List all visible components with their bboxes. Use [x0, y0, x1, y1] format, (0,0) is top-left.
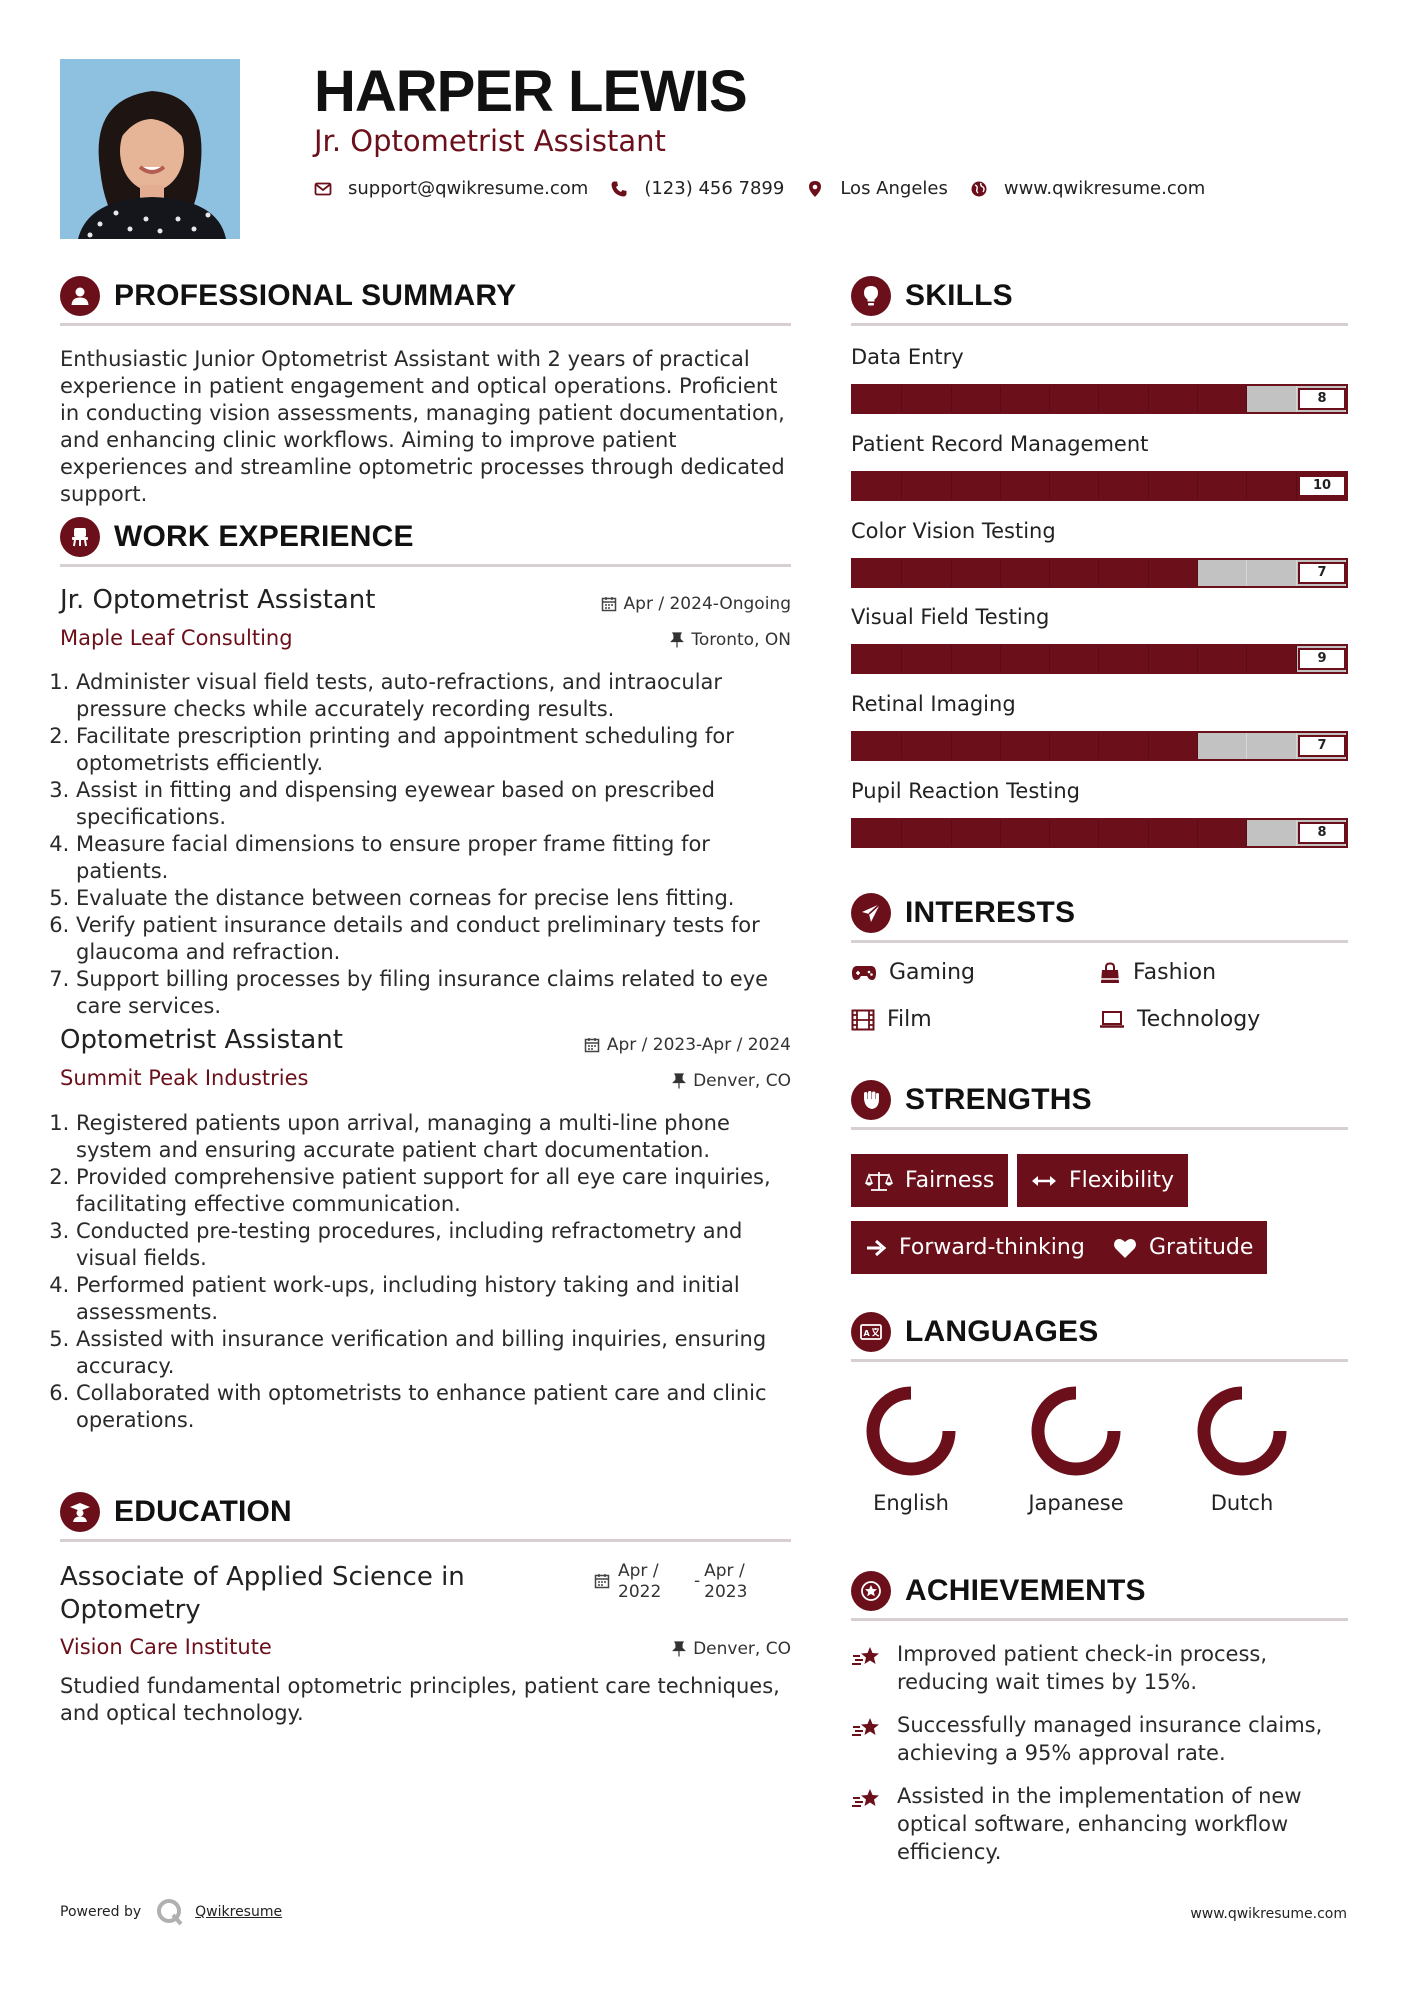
language-icon [851, 1312, 891, 1352]
skill-bar-segment [1001, 560, 1050, 586]
fist-icon [851, 1080, 891, 1120]
education-section-header [60, 1492, 292, 1532]
lightbulb-icon [851, 276, 891, 316]
skill-bar-segment [952, 473, 1001, 499]
job-company: Maple Leaf Consulting [60, 626, 293, 650]
job-title: Jr. Optometrist Assistant [60, 585, 376, 615]
footer-powered-by [60, 1897, 282, 1927]
language-ring [863, 1383, 959, 1479]
calendar-icon [594, 1573, 610, 1589]
achievement-item [851, 1782, 1348, 1866]
svg-text:A: A [863, 1329, 870, 1338]
language-name: English [873, 1491, 949, 1515]
skill-name: Color Vision Testing [851, 519, 1056, 543]
skill-bar-segment [902, 646, 951, 672]
duty-item: 4. Measure facial dimensions to ensure proper frame fitting for patients. [76, 831, 793, 885]
skill-bar-segment [1247, 473, 1296, 499]
website-text: www.qwikresume.com [1003, 178, 1206, 199]
achievements-divider [851, 1618, 1348, 1621]
interest-item [851, 1007, 932, 1032]
skill-bar-segment [1050, 733, 1099, 759]
school-name: Vision Care Institute [60, 1635, 272, 1659]
job-title: Optometrist Assistant [60, 1025, 343, 1055]
interests-divider [851, 940, 1348, 943]
skill-bar [851, 471, 1348, 501]
skill-bar-segment [853, 473, 902, 499]
achievement-text: Improved patient check-in process, reducing wait times by 15%. [897, 1642, 1268, 1694]
skill-bar-segment [1001, 820, 1050, 846]
skill-score: 8 [1298, 388, 1346, 410]
phone-text: (123) 456 7899 [644, 178, 785, 199]
strength-chip-gratitude [1099, 1221, 1267, 1274]
skill-score: 7 [1298, 735, 1346, 757]
skill-bar-segment [1001, 386, 1050, 412]
shopping-bag-icon [1099, 962, 1121, 984]
achievement-text: Assisted in the implementation of new optical software, enhancing workflow efficiency. [897, 1784, 1302, 1864]
summary-text: Enthusiastic Junior Optometrist Assistant with 2 years of practical experience in patient engagement and optical operations. Proficient in conducting vision assessments, managing patient documentation, and enhancing clinic workflows. Aiming to improve patient experiences and streamline optometric processes through dedicated support. [60, 347, 785, 506]
job-dates-text: Apr / 2024-Ongoing [623, 594, 791, 614]
strength-chip-flexibility [1017, 1154, 1188, 1207]
qwikresume-logo-icon [155, 1897, 185, 1927]
skill-bar-segment [853, 386, 902, 412]
skill-bar-segment [1001, 646, 1050, 672]
language-name: Dutch [1210, 1491, 1274, 1515]
skill-bar-segment [1001, 733, 1050, 759]
skill-bar-segment [1050, 473, 1099, 499]
skill-bar-segment [1149, 560, 1198, 586]
skill-bar-segment [1099, 733, 1148, 759]
skill-bar-segment [1099, 646, 1148, 672]
strengths-section-header [851, 1080, 1092, 1120]
star-badge-icon [851, 1571, 891, 1611]
pin-icon [672, 1641, 686, 1657]
skill-name: Visual Field Testing [851, 605, 1050, 629]
job-duties-list [58, 1110, 793, 1434]
skill-name: Retinal Imaging [851, 692, 1016, 716]
skill-bar-segment [1198, 733, 1247, 759]
skill-bar-segment [853, 733, 902, 759]
skill-bar [851, 558, 1348, 588]
interest-item [851, 960, 975, 985]
duty-item: 5. Evaluate the distance between corneas for precise lens fitting. [76, 885, 793, 912]
language-name: Japanese [1028, 1491, 1124, 1515]
experience-section-header [60, 517, 414, 557]
achievement-item [851, 1640, 1348, 1696]
education-location-text: Denver, CO [693, 1639, 791, 1659]
skill-score: 10 [1298, 475, 1346, 497]
degree-title: Associate of Applied Science in Optometry [60, 1562, 465, 1625]
achievement-text: Successfully managed insurance claims, achieving a 95% approval rate. [897, 1713, 1323, 1765]
languages-heading: LANGUAGES [905, 1315, 1099, 1348]
education-dates [594, 1561, 764, 1603]
skill-bar-segment [952, 733, 1001, 759]
languages-section-header [851, 1312, 1098, 1352]
email-text: support@qwikresume.com [348, 178, 589, 199]
skill-bar-segment [952, 646, 1001, 672]
skill-bar-segment [1099, 820, 1148, 846]
duty-item: 2. Provided comprehensive patient support for all eye care inquiries, facilitating effective communication. [76, 1164, 793, 1218]
skill-bar-segment [1198, 820, 1247, 846]
skill-bar-segment [1247, 733, 1296, 759]
interest-label: Gaming [889, 960, 975, 985]
skill-bar-segment [1149, 386, 1198, 412]
duty-item: 3. Conducted pre-testing procedures, including refractometry and visual fields. [76, 1218, 793, 1272]
footer-website[interactable]: www.qwikresume.com [1190, 1906, 1347, 1922]
calendar-icon [601, 596, 617, 612]
skill-bar-segment [1050, 386, 1099, 412]
language-item [856, 1383, 966, 1515]
arrow-right-icon [865, 1238, 887, 1258]
education-date-separator: - [694, 1571, 701, 1591]
education-description: Studied fundamental optometric principles, patient care techniques, and optical technology. [60, 1674, 780, 1725]
skill-bar-segment [902, 386, 951, 412]
graduate-icon [60, 1492, 100, 1532]
skill-bar-segment [902, 733, 951, 759]
skill-bar-segment [1050, 820, 1099, 846]
strengths-divider [851, 1127, 1348, 1130]
job-location-text: Toronto, ON [691, 630, 791, 650]
globe-icon [970, 180, 988, 198]
achievements-heading: ACHIEVEMENTS [905, 1574, 1146, 1607]
interest-label: Film [887, 1007, 932, 1032]
skill-bar-segment [1001, 473, 1050, 499]
location-text: Los Angeles [840, 178, 948, 199]
powered-by-label: Powered by [60, 1904, 142, 1920]
experience-divider [60, 564, 791, 567]
strength-chip-fairness [851, 1154, 1008, 1207]
interest-label: Technology [1137, 1007, 1261, 1032]
skill-bar-segment [853, 560, 902, 586]
duty-item: 1. Registered patients upon arrival, managing a multi-line phone system and ensuring accurate patient chart documentation. [76, 1110, 793, 1164]
shooting-star-icon [851, 1715, 883, 1741]
skill-name: Data Entry [851, 345, 964, 369]
experience-heading: WORK EXPERIENCE [114, 520, 414, 553]
achievement-item [851, 1711, 1348, 1767]
summary-section-header [60, 276, 516, 316]
duty-item: 5. Assisted with insurance verification and billing inquiries, ensuring accuracy. [76, 1326, 793, 1380]
duty-item: 2. Facilitate prescription printing and appointment scheduling for optometrists efficiently. [76, 723, 793, 777]
skill-bar-segment [1247, 646, 1296, 672]
envelope-icon [314, 180, 332, 198]
achievements-section-header [851, 1571, 1146, 1611]
interests-heading: INTERESTS [905, 896, 1076, 929]
interests-section-header [851, 893, 1075, 933]
heart-icon [1113, 1237, 1137, 1259]
laptop-icon [1099, 1010, 1125, 1030]
summary-divider [60, 323, 791, 326]
skill-bar-segment [1050, 646, 1099, 672]
skill-bar-segment [1247, 560, 1296, 586]
qwikresume-link[interactable]: Qwikresume [195, 1904, 283, 1920]
skill-bar-segment [1099, 473, 1148, 499]
contact-location [806, 178, 948, 199]
job-location [670, 630, 791, 650]
skill-bar-segment [853, 646, 902, 672]
education-heading: EDUCATION [114, 1495, 292, 1528]
education-start: Apr / 2022 [618, 1561, 662, 1602]
skills-divider [851, 323, 1348, 326]
profile-photo [60, 59, 240, 239]
strength-label: Fairness [905, 1168, 995, 1193]
contact-email[interactable] [314, 178, 588, 199]
shooting-star-icon [851, 1644, 883, 1670]
education-end: Apr / 2023 [704, 1561, 748, 1602]
skill-name: Patient Record Management [851, 432, 1149, 456]
duty-item: 6. Collaborated with optometrists to enhance patient care and clinic operations. [76, 1380, 793, 1434]
scale-icon [865, 1170, 893, 1192]
film-icon [851, 1009, 875, 1031]
skill-bar-segment [1099, 560, 1148, 586]
job-dates [601, 594, 791, 614]
language-ring [1194, 1383, 1290, 1479]
strengths-heading: STRENGTHS [905, 1083, 1092, 1116]
strength-label: Forward-thinking [899, 1235, 1085, 1260]
duty-item: 7. Support billing processes by filing insurance claims related to eye care services. [76, 966, 793, 1020]
arrows-horizontal-icon [1031, 1174, 1057, 1188]
duty-item: 3. Assist in fitting and dispensing eyewear based on prescribed specifications. [76, 777, 793, 831]
languages-divider [851, 1359, 1348, 1362]
skill-bar-segment [853, 820, 902, 846]
skill-bar-segment [1198, 473, 1247, 499]
duty-item: 6. Verify patient insurance details and conduct preliminary tests for glaucoma and refraction. [76, 912, 793, 966]
pin-icon [672, 1073, 686, 1089]
gamepad-icon [851, 964, 877, 982]
candidate-name: HARPER LEWIS [314, 59, 747, 124]
skill-bar-segment [952, 560, 1001, 586]
skill-bar-segment [902, 820, 951, 846]
skill-name: Pupil Reaction Testing [851, 779, 1080, 803]
language-item [1187, 1383, 1297, 1515]
skill-bar-segment [1099, 386, 1148, 412]
skill-bar-segment [1198, 560, 1247, 586]
user-icon [60, 276, 100, 316]
interest-item [1099, 1007, 1260, 1032]
candidate-title: Jr. Optometrist Assistant [314, 124, 666, 158]
phone-icon [610, 180, 628, 198]
map-marker-icon [806, 180, 824, 198]
job-dates [584, 1035, 791, 1055]
skill-bar-segment [1149, 646, 1198, 672]
strength-chip-forward-thinking [851, 1221, 1099, 1274]
skill-score: 9 [1298, 648, 1346, 670]
shooting-star-icon [851, 1786, 883, 1812]
skill-bar [851, 384, 1348, 414]
contact-bar [314, 178, 1227, 199]
paper-plane-icon [851, 893, 891, 933]
skills-section-header [851, 276, 1013, 316]
skill-bar-segment [1149, 820, 1198, 846]
skill-bar-segment [902, 473, 951, 499]
education-divider [60, 1539, 791, 1542]
pin-icon [670, 632, 684, 648]
education-location [672, 1639, 791, 1659]
skill-bar [851, 818, 1348, 848]
interest-item [1099, 960, 1216, 985]
calendar-icon [584, 1037, 600, 1053]
skill-score: 8 [1298, 822, 1346, 844]
skill-bar [851, 644, 1348, 674]
language-item [1021, 1383, 1131, 1515]
skill-bar-segment [1247, 820, 1296, 846]
skill-bar-segment [1247, 386, 1296, 412]
strength-label: Flexibility [1069, 1168, 1174, 1193]
job-dates-text: Apr / 2023-Apr / 2024 [606, 1035, 791, 1055]
skill-bar-segment [1149, 733, 1198, 759]
job-location [672, 1071, 791, 1091]
job-company: Summit Peak Industries [60, 1066, 309, 1090]
skill-bar-segment [902, 560, 951, 586]
language-ring [1028, 1383, 1124, 1479]
job-duties-list [58, 669, 793, 1020]
skill-score: 7 [1298, 562, 1346, 584]
interest-label: Fashion [1133, 960, 1217, 985]
skill-bar-segment [952, 820, 1001, 846]
duty-item: 4. Performed patient work-ups, including history taking and initial assessments. [76, 1272, 793, 1326]
duty-item: 1. Administer visual field tests, auto-refractions, and intraocular pressure checks while accurately recording results. [76, 669, 793, 723]
contact-phone[interactable] [610, 178, 784, 199]
skill-bar-segment [1198, 646, 1247, 672]
job-location-text: Denver, CO [693, 1071, 791, 1091]
skill-bar-segment [952, 386, 1001, 412]
skill-bar-segment [1149, 473, 1198, 499]
contact-website[interactable] [970, 178, 1205, 199]
skill-bar [851, 731, 1348, 761]
skill-bar-segment [1198, 386, 1247, 412]
skills-heading: SKILLS [905, 279, 1013, 312]
skill-bar-segment [1050, 560, 1099, 586]
chair-icon [60, 517, 100, 557]
summary-heading: PROFESSIONAL SUMMARY [114, 279, 517, 312]
strength-label: Gratitude [1149, 1235, 1254, 1260]
